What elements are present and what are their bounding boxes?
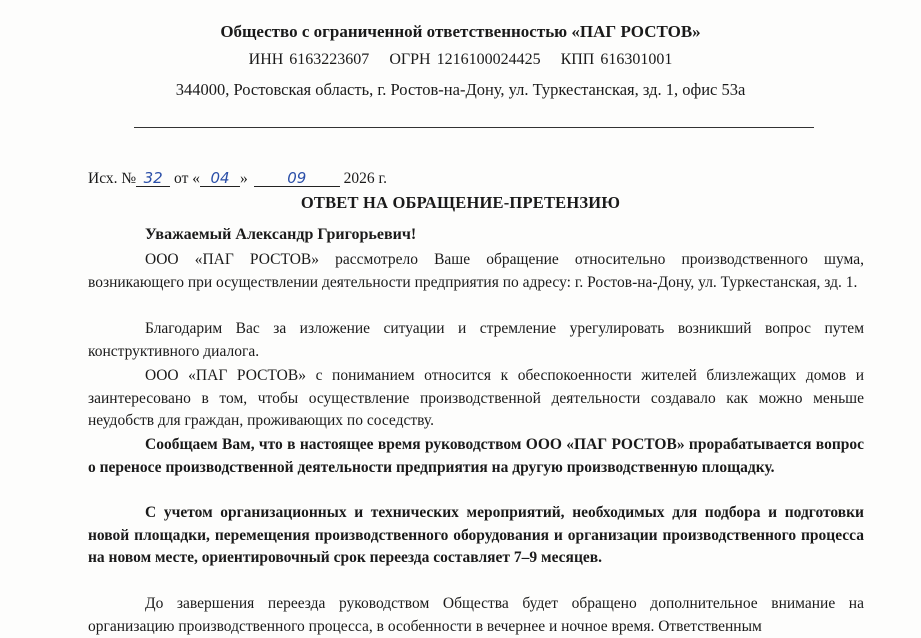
date-year: 2026 г. [343, 170, 387, 187]
document-title: ОТВЕТ НА ОБРАЩЕНИЕ-ПРЕТЕНЗИЮ [300, 193, 621, 212]
company-name: Общество с ограниченной ответственностью «ПАГ РОСТОВ» [220, 22, 701, 41]
date-day-close: » [240, 170, 248, 187]
paragraph-4: Сообщаем Вам, что в настоящее время руководством ООО «ПАГ РОСТОВ» прорабатывается вопрос о переносе производственной деятельности предприятия на другую производственную площадку. [88, 436, 864, 476]
outgoing-number-line [88, 170, 387, 188]
date-from-label: от « [174, 170, 200, 187]
company-address: 344000, Ростовская область, г. Ростов-на-Дону, ул. Туркестанская, зд. 1, офис 53а [175, 80, 746, 99]
ogrn: ОГРН 1216100024425 [389, 51, 541, 68]
kpp: КПП 616301001 [560, 51, 673, 68]
inn: ИНН 6163223607 [248, 51, 370, 68]
paragraph-6: До завершения переезда руководством Общества будет обращено дополнительное внимание на организацию производственного процесса, в особенности в вечернее и ночное время. Ответственным [88, 595, 864, 635]
header-divider [134, 127, 814, 128]
greeting: Уважаемый Александр Григорьевич! [145, 226, 417, 243]
date-day: 04 [200, 170, 240, 187]
paragraph-3: ООО «ПАГ РОСТОВ» с пониманием относится к обеспокоенности жителей близлежащих домов и заинтересовано в том, чтобы осуществление производственной деятельности создавало как можно меньше неудобств для граждан, проживающих по соседству. [88, 367, 864, 429]
paragraph-1: ООО «ПАГ РОСТОВ» рассмотрело Ваше обращение относительно производственного шума, возникающего при осуществлении деятельности предприятия по адресу: г. Ростов-на-Дону, ул. Туркестанская, зд. 1. [88, 251, 864, 291]
date-month: 09 [254, 170, 340, 187]
outgoing-prefix: Исх. № [88, 170, 137, 187]
paragraph-5: С учетом организационных и технических мероприятий, необходимых для подбора и подготовки новой площадки, перемещения производственного оборудования и организации производственного процесса на новом месте, ориентировочный срок переезда составляет 7–9 месяцев. [88, 504, 864, 566]
outgoing-number: 32 [136, 170, 170, 187]
company-identifiers [0, 51, 921, 69]
paragraph-2: Благодарим Вас за изложение ситуации и стремление урегулировать возникший вопрос путем конструктивного диалога. [88, 320, 864, 360]
